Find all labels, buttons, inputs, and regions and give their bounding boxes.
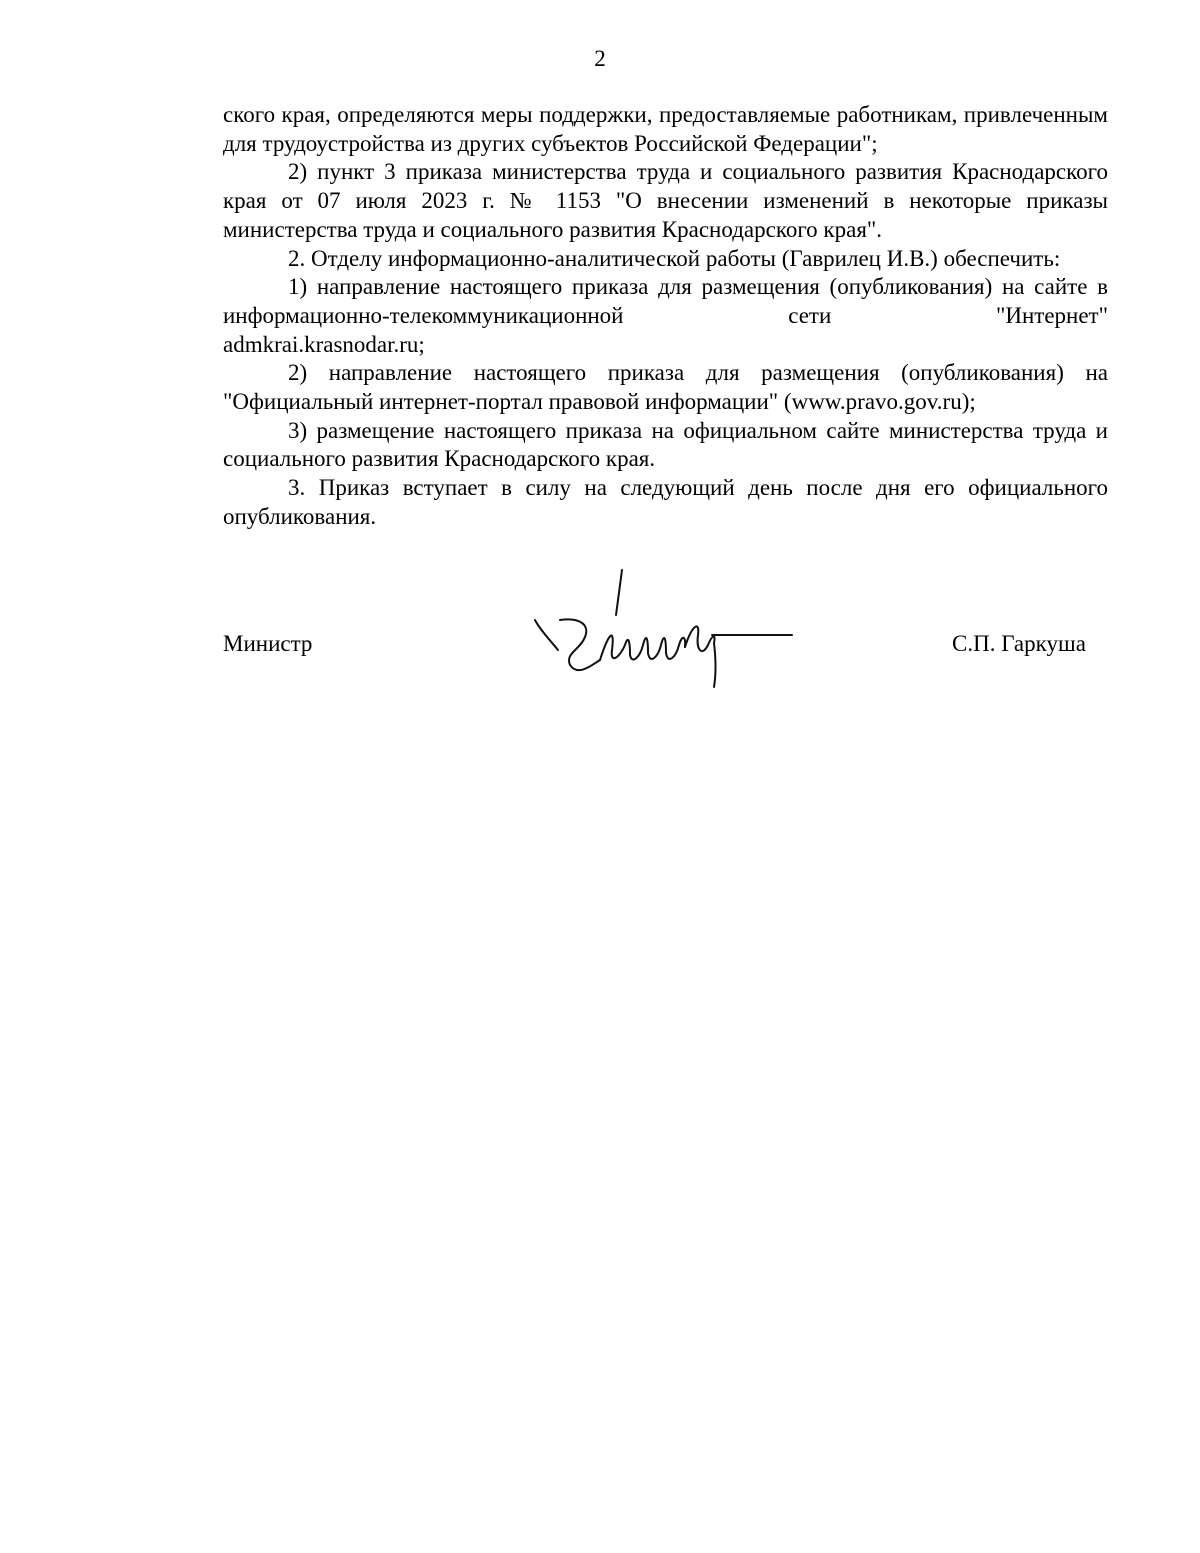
paragraph-subitem-2: 2) направление настоящего приказа для размещения (опубликования) на "Официальный интернет-портал правовой информации" (www.pravo.gov.ru); xyxy=(223,360,1108,415)
paragraph-item-2: 2) пункт 3 приказа министерства труда и социального развития Краснодарского края от 07 июля 2023 г. № 1153 "О внесении изменений в некоторые приказы министерства труда и социального развития Краснодарского края". xyxy=(223,159,1108,242)
paragraph-section-3: 3. Приказ вступает в силу на следующий день после дня его официального опубликования. xyxy=(223,475,1108,529)
page-number: 2 xyxy=(594,46,606,71)
signatory-name: С.П. Гаркуша xyxy=(952,631,1086,656)
handwritten-signature xyxy=(530,565,800,695)
signatory-title: Министр xyxy=(223,631,313,656)
paragraph-continuation: ского края, определяются меры поддержки, предоставляемые работникам, привлеченным для трудоустройства из других субъектов Российской Федерации"; xyxy=(223,102,1108,156)
paragraph-subitem-1-url: admkrai.krasnodar.ru; xyxy=(223,331,425,357)
paragraph-subitem-1: 1) направление настоящего приказа для размещения (опубликования) на сайте в информационно-телекоммуникационной сети "Интернет" xyxy=(223,274,1108,328)
document-body xyxy=(223,101,1108,532)
paragraph-section-2: 2. Отделу информационно-аналитической работы (Гаврилец И.В.) обеспечить: xyxy=(288,245,1061,271)
paragraph-subitem-3: 3) размещение настоящего приказа на официальном сайте министерства труда и социального развития Краснодарского края. xyxy=(223,417,1108,472)
